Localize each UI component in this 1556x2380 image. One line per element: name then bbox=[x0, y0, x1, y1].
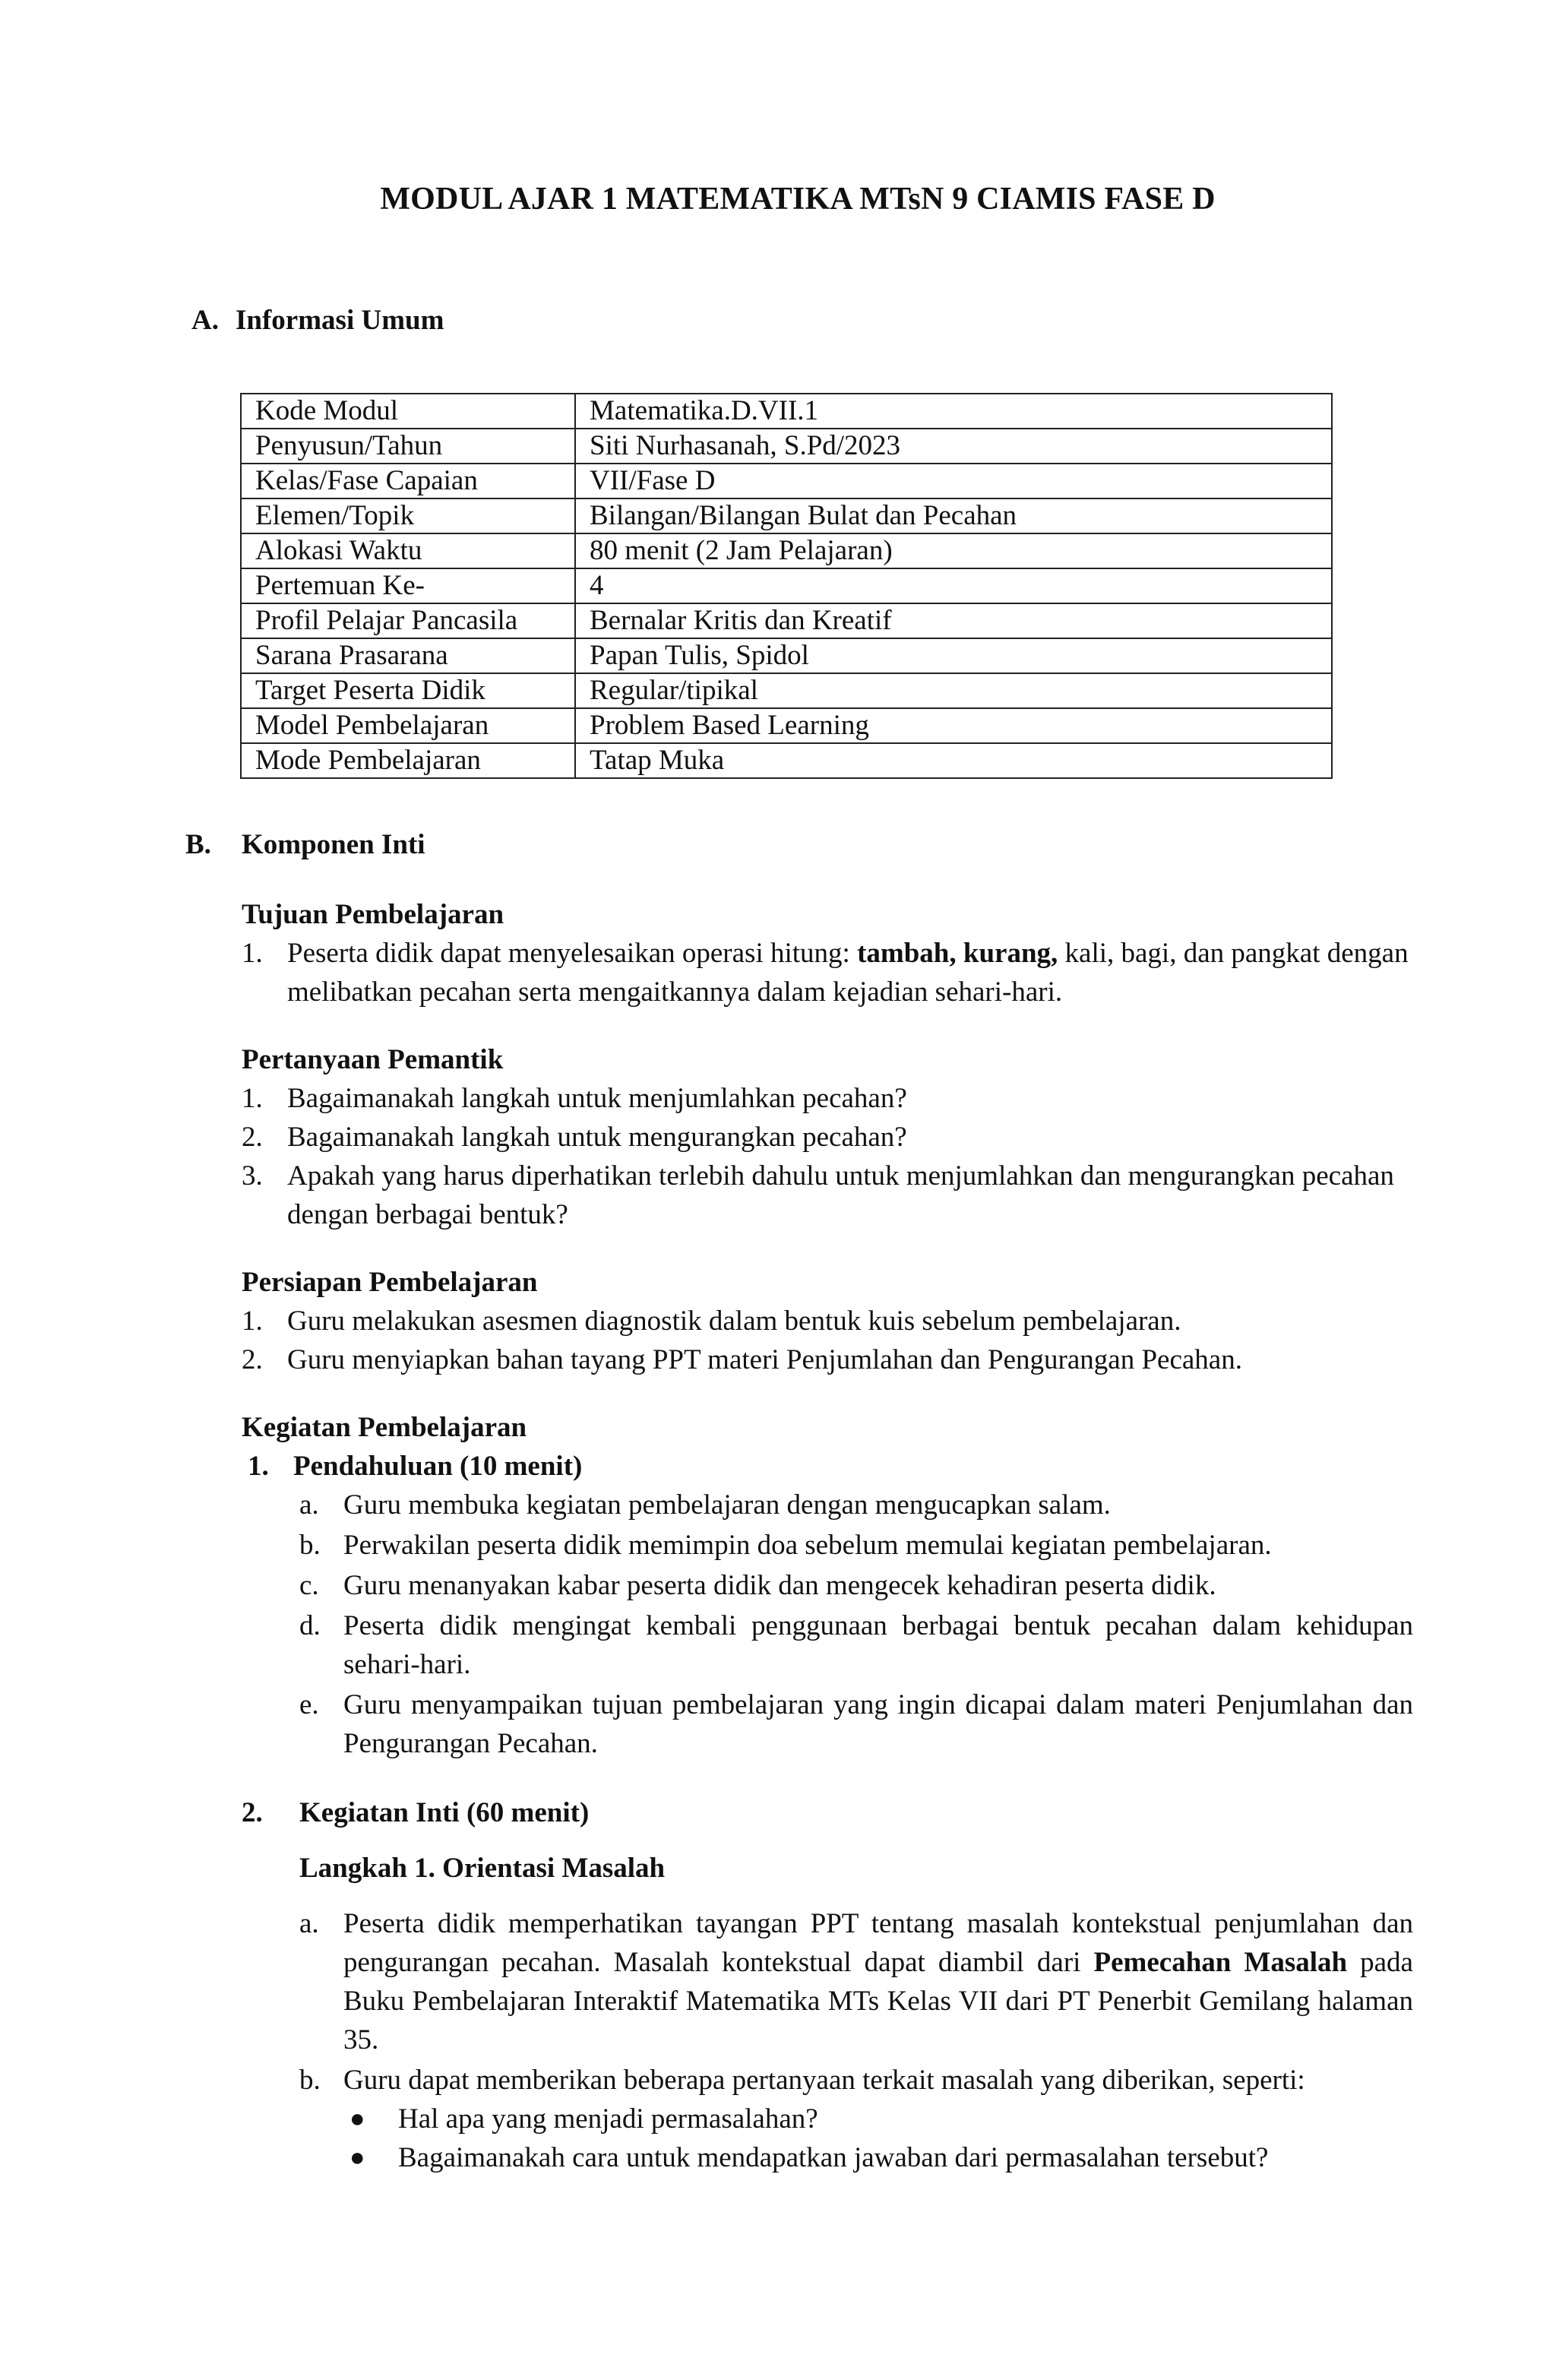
table-row bbox=[241, 533, 1332, 568]
bullet-item bbox=[343, 2138, 1413, 2177]
bullet-text: Bagaimanakah cara untuk mendapatkan jawaban dari permasalahan tersebut? bbox=[398, 2142, 1269, 2173]
table-value-cell: Regular/tipikal bbox=[575, 673, 1332, 708]
tujuan-text-pre: Peserta didik dapat menyelesaikan operasi hitung: bbox=[287, 938, 858, 969]
table-row bbox=[241, 568, 1332, 603]
list-letter: a. bbox=[299, 1489, 319, 1521]
table-value-cell: 4 bbox=[575, 568, 1332, 603]
list-item bbox=[242, 1118, 1413, 1157]
section-a-heading bbox=[191, 304, 444, 337]
section-b-letter: B. bbox=[185, 829, 211, 860]
list-text: Guru menanyakan kabar peserta didik dan mengecek kehadiran peserta didik. bbox=[343, 1570, 1216, 1601]
list-number: 3. bbox=[242, 1160, 263, 1192]
list-item bbox=[299, 1566, 1413, 1605]
orientasi-text-bold: Pemecahan Masalah bbox=[1093, 1947, 1348, 1978]
table-key-cell: Penyusun/Tahun bbox=[241, 429, 575, 464]
table-value-cell: Papan Tulis, Spidol bbox=[575, 638, 1332, 673]
section-b-heading bbox=[185, 828, 425, 861]
kegiatan-inti-heading bbox=[242, 1793, 1413, 1832]
page-title: MODUL AJAR 1 MATEMATIKA MTsN 9 CIAMIS FASE D bbox=[380, 182, 1216, 217]
persiapan-list bbox=[242, 1302, 1413, 1379]
table-value-cell: Siti Nurhasanah, S.Pd/2023 bbox=[575, 429, 1332, 464]
pendahuluan-heading bbox=[242, 1447, 1413, 1486]
komponen-inti-content bbox=[242, 895, 1413, 2179]
question-bullets bbox=[343, 2100, 1413, 2177]
pendahuluan-title: Pendahuluan (10 menit) bbox=[293, 1451, 583, 1482]
table-value-cell: Tatap Muka bbox=[575, 743, 1332, 778]
kegiatan-inti-title: Kegiatan Inti (60 menit) bbox=[299, 1797, 590, 1828]
pertanyaan-list bbox=[242, 1079, 1413, 1234]
pendahuluan-number: 1. bbox=[248, 1451, 269, 1482]
section-a-title: Informasi Umum bbox=[236, 305, 444, 336]
list-number: 1. bbox=[242, 938, 263, 969]
tujuan-list bbox=[242, 934, 1413, 1011]
list-letter: a. bbox=[299, 1908, 319, 1939]
table-row bbox=[241, 603, 1332, 638]
informasi-umum-table bbox=[240, 393, 1333, 779]
list-item bbox=[242, 1157, 1413, 1234]
table-value-cell: Bernalar Kritis dan Kreatif bbox=[575, 603, 1332, 638]
bullet-icon: ● bbox=[349, 2144, 365, 2172]
list-number: 1. bbox=[242, 1306, 263, 1337]
pendahuluan-list bbox=[242, 1486, 1413, 1763]
list-text: Perwakilan peserta didik memimpin doa sebelum memulai kegiatan pembelajaran. bbox=[343, 1530, 1272, 1561]
list-number: 2. bbox=[242, 1344, 263, 1375]
bullet-icon: ● bbox=[349, 2105, 365, 2133]
table-row bbox=[241, 673, 1332, 708]
table-row bbox=[241, 638, 1332, 673]
list-letter: b. bbox=[299, 1530, 321, 1561]
list-text: Guru menyiapkan bahan tayang PPT materi Penjumlahan dan Pengurangan Pecahan. bbox=[287, 1344, 1242, 1375]
list-number: 2. bbox=[242, 1122, 263, 1153]
list-item bbox=[299, 1606, 1413, 1684]
langkah-1-list bbox=[242, 1904, 1413, 2177]
langkah-1-heading: Langkah 1. Orientasi Masalah bbox=[299, 1853, 666, 1884]
list-item bbox=[299, 1685, 1413, 1763]
table-key-cell: Kelas/Fase Capaian bbox=[241, 464, 575, 498]
table-row bbox=[241, 498, 1332, 533]
list-letter: c. bbox=[299, 1570, 319, 1601]
list-number: 1. bbox=[242, 1083, 263, 1114]
list-text: Guru dapat memberikan beberapa pertanyaan terkait masalah yang diberikan, seperti: bbox=[343, 2065, 1305, 2096]
list-item bbox=[299, 1526, 1413, 1565]
list-text: Guru menyampaikan tujuan pembelajaran yang ingin dicapai dalam materi Penjumlahan dan Pengurangan Pecahan. bbox=[343, 1689, 1413, 1759]
list-item bbox=[299, 2061, 1413, 2177]
table-key-cell: Pertemuan Ke- bbox=[241, 568, 575, 603]
table-key-cell: Kode Modul bbox=[241, 394, 575, 429]
list-text: Bagaimanakah langkah untuk mengurangkan pecahan? bbox=[287, 1122, 907, 1153]
bullet-item bbox=[343, 2100, 1413, 2138]
list-item bbox=[242, 934, 1413, 1011]
tujuan-text-post: kali, bagi, dan pangkat dengan melibatkan pecahan serta mengaitkannya dalam kejadian sehari-hari. bbox=[287, 938, 1409, 1008]
pertanyaan-heading: Pertanyaan Pemantik bbox=[242, 1044, 504, 1075]
table-key-cell: Mode Pembelajaran bbox=[241, 743, 575, 778]
table-key-cell: Model Pembelajaran bbox=[241, 708, 575, 743]
list-item bbox=[299, 1904, 1413, 2059]
list-text: Guru melakukan asesmen diagnostik dalam bentuk kuis sebelum pembelajaran. bbox=[287, 1306, 1181, 1337]
table-key-cell: Sarana Prasarana bbox=[241, 638, 575, 673]
tujuan-text-bold: tambah, kurang, bbox=[857, 938, 1058, 969]
list-letter: e. bbox=[299, 1689, 319, 1720]
table-key-cell: Target Peserta Didik bbox=[241, 673, 575, 708]
section-a-letter: A. bbox=[191, 305, 219, 336]
list-item bbox=[242, 1340, 1413, 1379]
table-row bbox=[241, 429, 1332, 464]
bullet-text: Hal apa yang menjadi permasalahan? bbox=[398, 2103, 818, 2135]
list-letter: d. bbox=[299, 1610, 321, 1641]
list-text: Apakah yang harus diperhatikan terlebih dahulu untuk menjumlahkan dan mengurangkan pecahan dengan berbagai bentuk? bbox=[287, 1160, 1394, 1230]
table-value-cell: Bilangan/Bilangan Bulat dan Pecahan bbox=[575, 498, 1332, 533]
table-value-cell: VII/Fase D bbox=[575, 464, 1332, 498]
table-row bbox=[241, 743, 1332, 778]
tujuan-heading: Tujuan Pembelajaran bbox=[242, 899, 504, 930]
list-letter: b. bbox=[299, 2065, 321, 2096]
table-row bbox=[241, 464, 1332, 498]
table-value-cell: Problem Based Learning bbox=[575, 708, 1332, 743]
section-b-title: Komponen Inti bbox=[242, 829, 425, 860]
kegiatan-heading: Kegiatan Pembelajaran bbox=[242, 1412, 527, 1443]
list-text: Peserta didik mengingat kembali penggunaan berbagai bentuk pecahan dalam kehidupan sehari-hari. bbox=[343, 1610, 1413, 1680]
table-key-cell: Profil Pelajar Pancasila bbox=[241, 603, 575, 638]
list-text: Bagaimanakah langkah untuk menjumlahkan pecahan? bbox=[287, 1083, 907, 1114]
orientasi-text-post: pada Buku Pembelajaran Interaktif Matematika MTs Kelas VII dari PT Penerbit Gemilang halaman 35. bbox=[343, 1947, 1413, 2056]
table-key-cell: Alokasi Waktu bbox=[241, 533, 575, 568]
list-item bbox=[242, 1302, 1413, 1340]
table-value-cell: 80 menit (2 Jam Pelajaran) bbox=[575, 533, 1332, 568]
table-row bbox=[241, 708, 1332, 743]
persiapan-heading: Persiapan Pembelajaran bbox=[242, 1267, 538, 1298]
list-item bbox=[299, 1486, 1413, 1524]
list-text: Guru membuka kegiatan pembelajaran dengan mengucapkan salam. bbox=[343, 1489, 1111, 1521]
orientasi-text-pre: Peserta didik memperhatikan tayangan PPT tentang masalah kontekstual penjumlahan dan pengurangan pecahan. Masalah kontekstual dapat diambil dari bbox=[343, 1908, 1413, 1978]
list-item bbox=[242, 1079, 1413, 1118]
table-row bbox=[241, 394, 1332, 429]
table-key-cell: Elemen/Topik bbox=[241, 498, 575, 533]
kegiatan-inti-number: 2. bbox=[242, 1797, 263, 1828]
table-value-cell: Matematika.D.VII.1 bbox=[575, 394, 1332, 429]
